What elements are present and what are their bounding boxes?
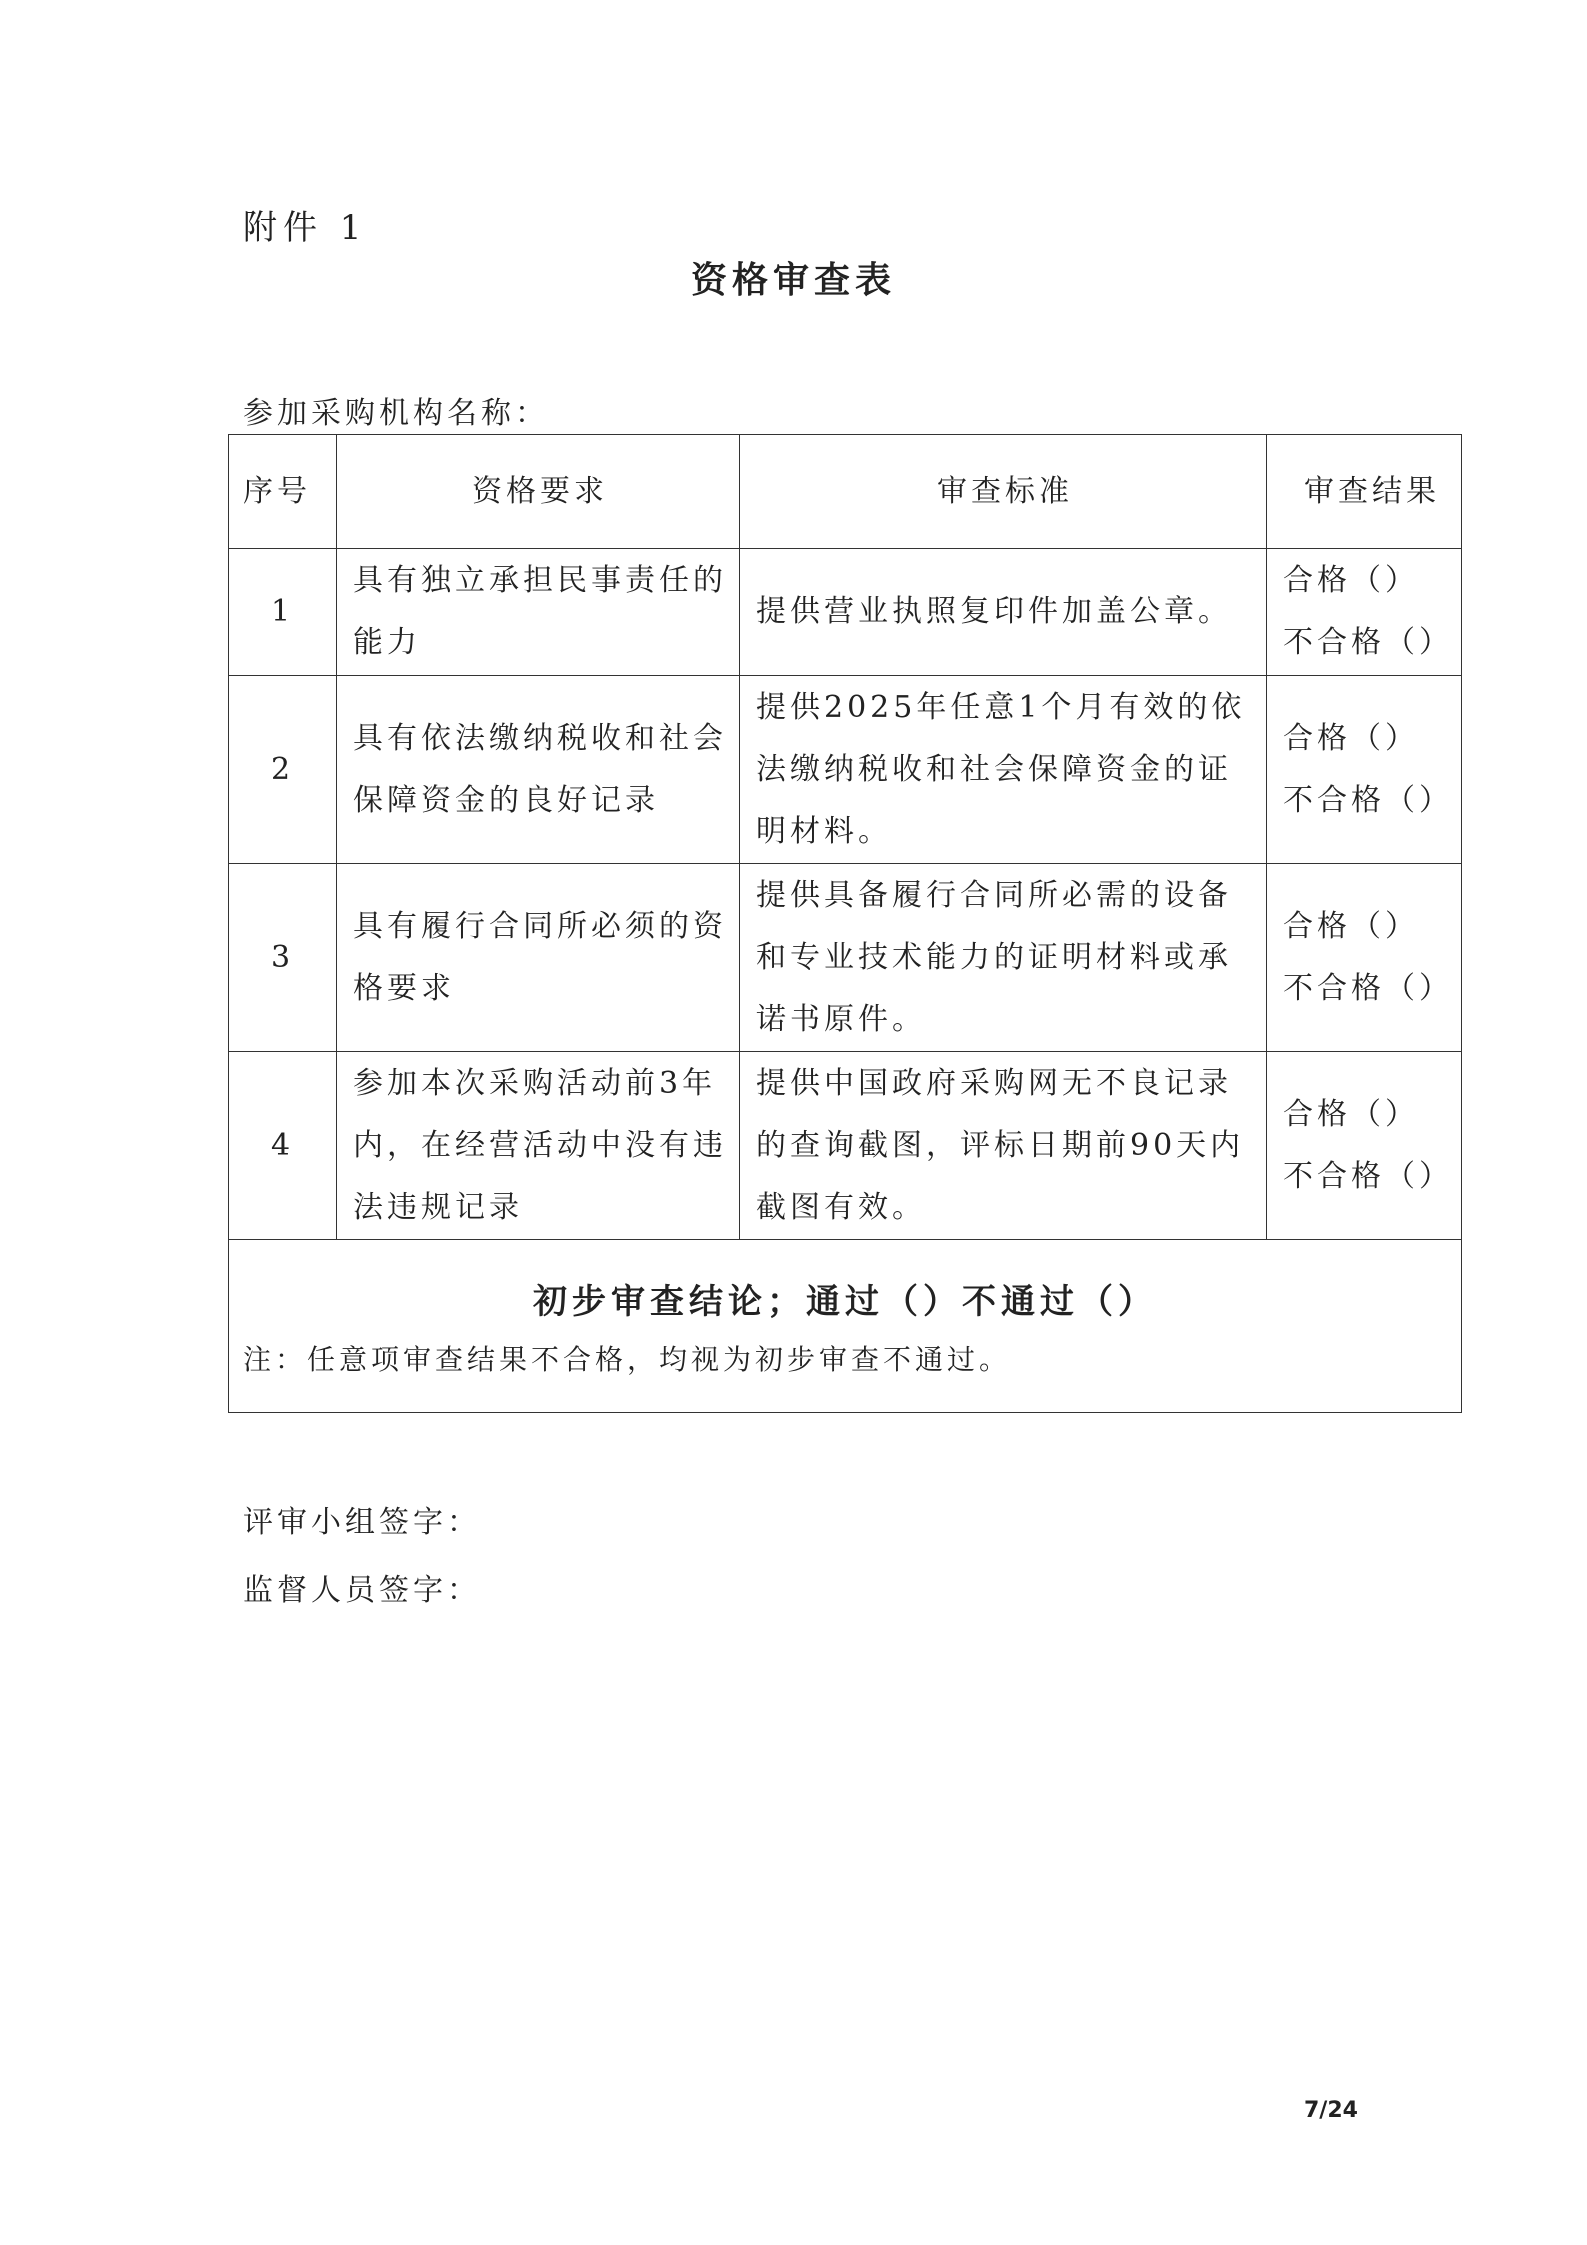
fail-option[interactable]: 不合格（） [1283, 625, 1453, 660]
conclusion-cell [229, 1240, 1462, 1413]
fail-option[interactable]: 不合格（） [1283, 782, 1453, 818]
header-result: 审查结果 [1267, 435, 1462, 549]
row-standard: 提供营业执照复印件加盖公章。 [740, 549, 1267, 676]
pass-option[interactable]: 合格（） [1283, 908, 1419, 944]
attachment-label: 附件 1 [243, 208, 368, 248]
table-row [229, 864, 1462, 1052]
row-result [1267, 864, 1462, 1052]
row-standard: 提供中国政府采购网无不良记录的查询截图，评标日期前90天内截图有效。 [740, 1052, 1267, 1240]
header-requirement: 资格要求 [337, 435, 740, 549]
qualification-review-table [228, 434, 1462, 1413]
row-result [1267, 549, 1462, 676]
header-no: 序号 [229, 435, 337, 549]
table-row [229, 676, 1462, 864]
panel-signature-label: 评审小组签字： [243, 1505, 481, 1540]
pass-option[interactable]: 合格（） [1283, 720, 1419, 756]
row-requirement: 参加本次采购活动前3年内，在经营活动中没有违法违规记录 [337, 1052, 740, 1240]
document-title: 资格审查表 [690, 259, 896, 301]
table-row [229, 1052, 1462, 1240]
row-result [1267, 1052, 1462, 1240]
row-standard: 提供具备履行合同所必需的设备和专业技术能力的证明材料或承诺书原件。 [740, 864, 1267, 1052]
header-standard: 审查标准 [740, 435, 1267, 549]
row-requirement: 具有履行合同所必须的资格要求 [337, 864, 740, 1052]
note-text: 注：任意项审查结果不合格，均视为初步审查不通过。 [243, 1343, 1012, 1376]
row-standard: 提供2025年任意1个月有效的依法缴纳税收和社会保障资金的证明材料。 [740, 676, 1267, 864]
fail-option[interactable]: 不合格（） [1283, 970, 1453, 1006]
pass-option[interactable]: 合格（） [1283, 563, 1419, 598]
row-result [1267, 676, 1462, 864]
table-row [229, 549, 1462, 676]
conclusion-row [229, 1240, 1462, 1413]
supervisor-signature-label: 监督人员签字： [243, 1573, 481, 1608]
pass-option[interactable]: 合格（） [1283, 1096, 1419, 1132]
row-no: 3 [229, 864, 337, 1052]
org-name-label: 参加采购机构名称： [243, 396, 549, 431]
row-no: 2 [229, 676, 337, 864]
row-no: 1 [229, 549, 337, 676]
page-number: 7/24 [1304, 2098, 1358, 2123]
conclusion-text: 初步审查结论；通过（）不通过（） [533, 1282, 1157, 1322]
row-requirement: 具有依法缴纳税收和社会保障资金的良好记录 [337, 676, 740, 864]
row-no: 4 [229, 1052, 337, 1240]
row-requirement: 具有独立承担民事责任的能力 [337, 549, 740, 676]
table-header-row [229, 435, 1462, 549]
fail-option[interactable]: 不合格（） [1283, 1158, 1453, 1194]
